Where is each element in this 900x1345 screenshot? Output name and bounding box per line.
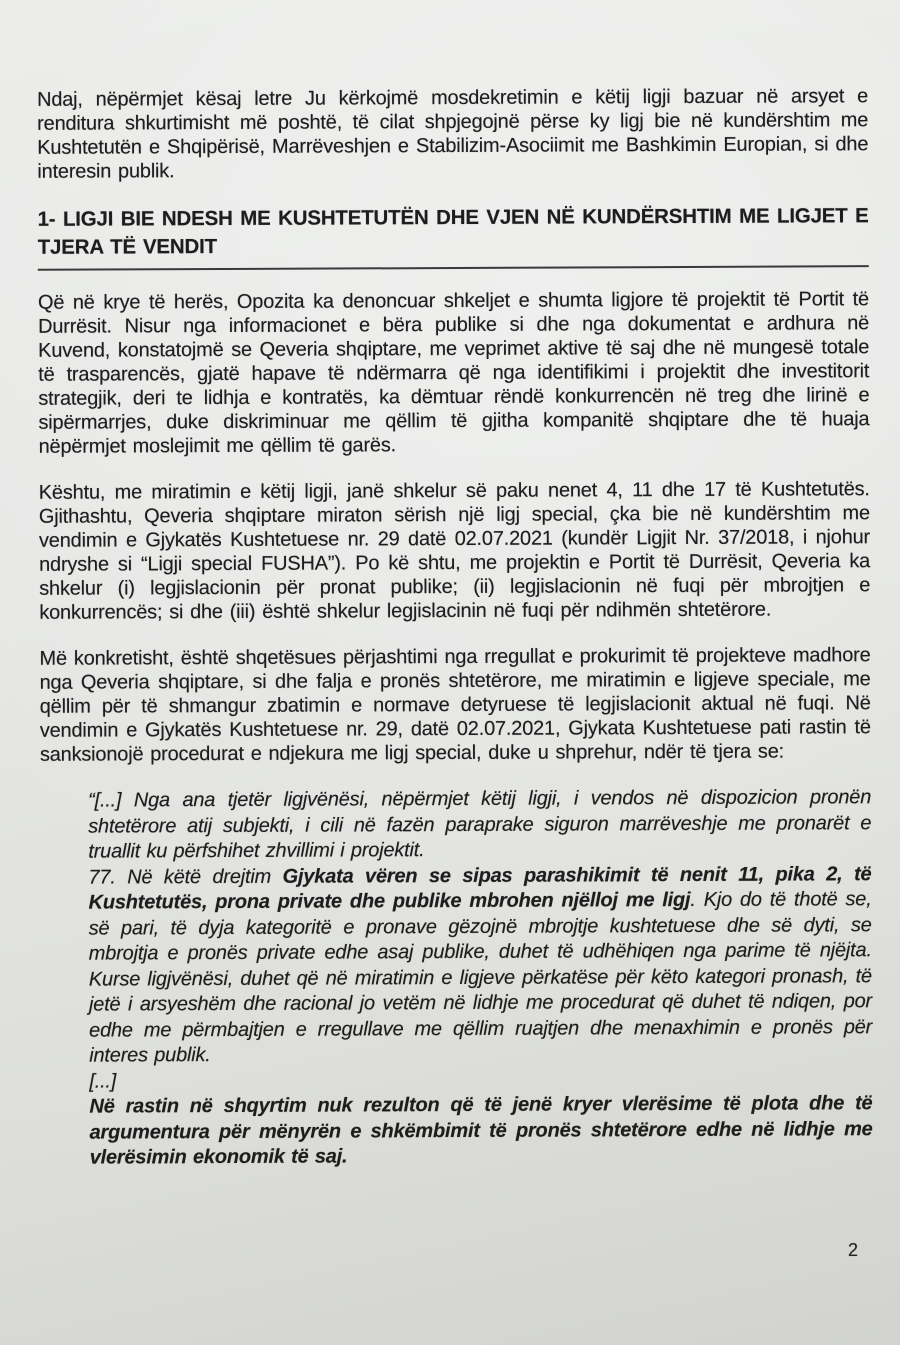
quote-77-rest: . Kjo do të thotë se, së pari, të dyja kategoritë e pronave gëzojnë mbrojtje kushtetuese dhe së dyti, se mbrojtja e pronës private edhe asaj publike, duhet të udhëhiqen nga parime të njëjta. Kurse ligjvënësi, duhet që në miratimin e ligjeve përkatëse për këto kategori pronash, të jetë i arsyeshëm dhe racional jo vetëm në lidhje me procedurat që duhet të ndiqen, por edhe me përmbajtjen e rregullave me qëllim ruajtjen dhe menaxhimin e pronës për interes publik. (88, 888, 873, 1067)
paragraph-intro: Ndaj, nëpërmjet kësaj letre Ju kërkojmë mosdekretimin e këtij ligji bazuar në arsyet e renditura shkurtimisht më poshtë, të cilat shpjegojnë përse ky ligj bie në kundërshtim me Kushtetutën e Shqipërisë, Marrëveshjen e Stabilizim-Asociimit me Bashkimin Europian, si dhe interesin publik. (37, 85, 869, 183)
paragraph-constitution-violations: Kështu, me miratimin e këtij ligji, janë shkelur së paku nenet 4, 11 dhe 17 të Kushtetutës. Gjithashtu, Qeveria shqiptare miraton sërish një ligj special, çka bie në kundërshtim me vendimin e Gjykatës Kushtetuese nr. 29 datë 02.07.2021 (kundër Ligjit Nr. 37/2018, i njohur ndryshe si “Ligji special FUSHA”). Po kë shtu, me projektin e Portit të Durrësit, Qeveria ka shkelur (i) legjislacionin për pronat publike; (ii) legjislacionin në fuqi për mbrojtjen e konkurrencës; si dhe (iii) është shkelur legjislacinin në fuqi për ndihmën shtetërore. (38, 478, 871, 624)
quote-ellipsis: [...] (89, 1069, 117, 1093)
page-number: 2 (847, 1240, 858, 1260)
quote-conclusion-bold: Në rastin në shqyrtim nuk rezulton që të jenë kryer vlerësime të plota dhe të argumentura për mënyrën e shkëmbimit të pronës shtetërore edhe në lidhje me vlerësimin ekonomik të saj. (89, 1092, 873, 1169)
section-heading: 1- LIGJI BIE NDESH ME KUSHTETUTËN DHE VJEN NË KUNDËRSHTIM ME LIGJET E TJERA TË VENDIT (38, 202, 869, 271)
letter-body (37, 84, 873, 1171)
paragraph-denouncement: Që në krye të herës, Opozita ka denoncuar shkeljet e shumta ligjore të projektit të Portit të Durrësit. Nisur nga informacionet e bëra publike si dhe nga dokumentat e ardhura në Kuvend, konstatojmë se Qeveria shqiptare, me veprimet aktive të saj dhe në mungesë totale të trasparencës, gjatë hapave të ndërmarra që nga identifikimi i projektit dhe investitorit strategjik, deri te lidhja e kontratës, ka dëmtuar rëndë konkurrencën në treg dhe lirinë e sipërmarrjes, duke diskriminuar me qëllim të gjitha kompanitë shqiptare dhe të huaja nëpërmjet moslejimit me qëllim të garës. (37, 288, 870, 458)
quote-77-bold-emphasis: Gjykata vëren se sipas parashikimit të nenit 11, pika 2, të Kushtetutës, prona private dhe publike mbrohen njëlloj me ligj (88, 862, 872, 914)
quote-paragraph-1: “[...] Nga ana tjetër ligjvënësi, nëpërmjet këtij ligji, i vendos në dispozicion pronën shtetërore atij subjekti, i cili në fazën paraprake siguron marrëveshje me pronarët e truallit ku përfshihet zhvillimi i projektit. (88, 786, 872, 863)
quote-77-prefix: 77. Në këtë drejtim (88, 865, 283, 889)
paragraph-procurement-concerns: Më konkretisht, është shqetësues përjashtimi nga rregullat e prokurimit të projekteve madhore nga Qeveria shqiptare, si dhe falja e pronës shtetërore, me miratimin e ligjeve speciale, me qëllim për të shmangur zbatimin e normave detyruese të legjislacionit aktual në fuqi. Në vendimin e Gjykatës Kushtetuese nr. 29, datë 02.07.2021, Gjykata Kushtetuese pati rastin të sanksionojë procedurat e ndjekura me ligj special, duke u shprehur, ndër të tjera se: (39, 644, 871, 766)
court-decision-quote-block (88, 785, 873, 1171)
quote-paragraph-77 (88, 862, 872, 1069)
